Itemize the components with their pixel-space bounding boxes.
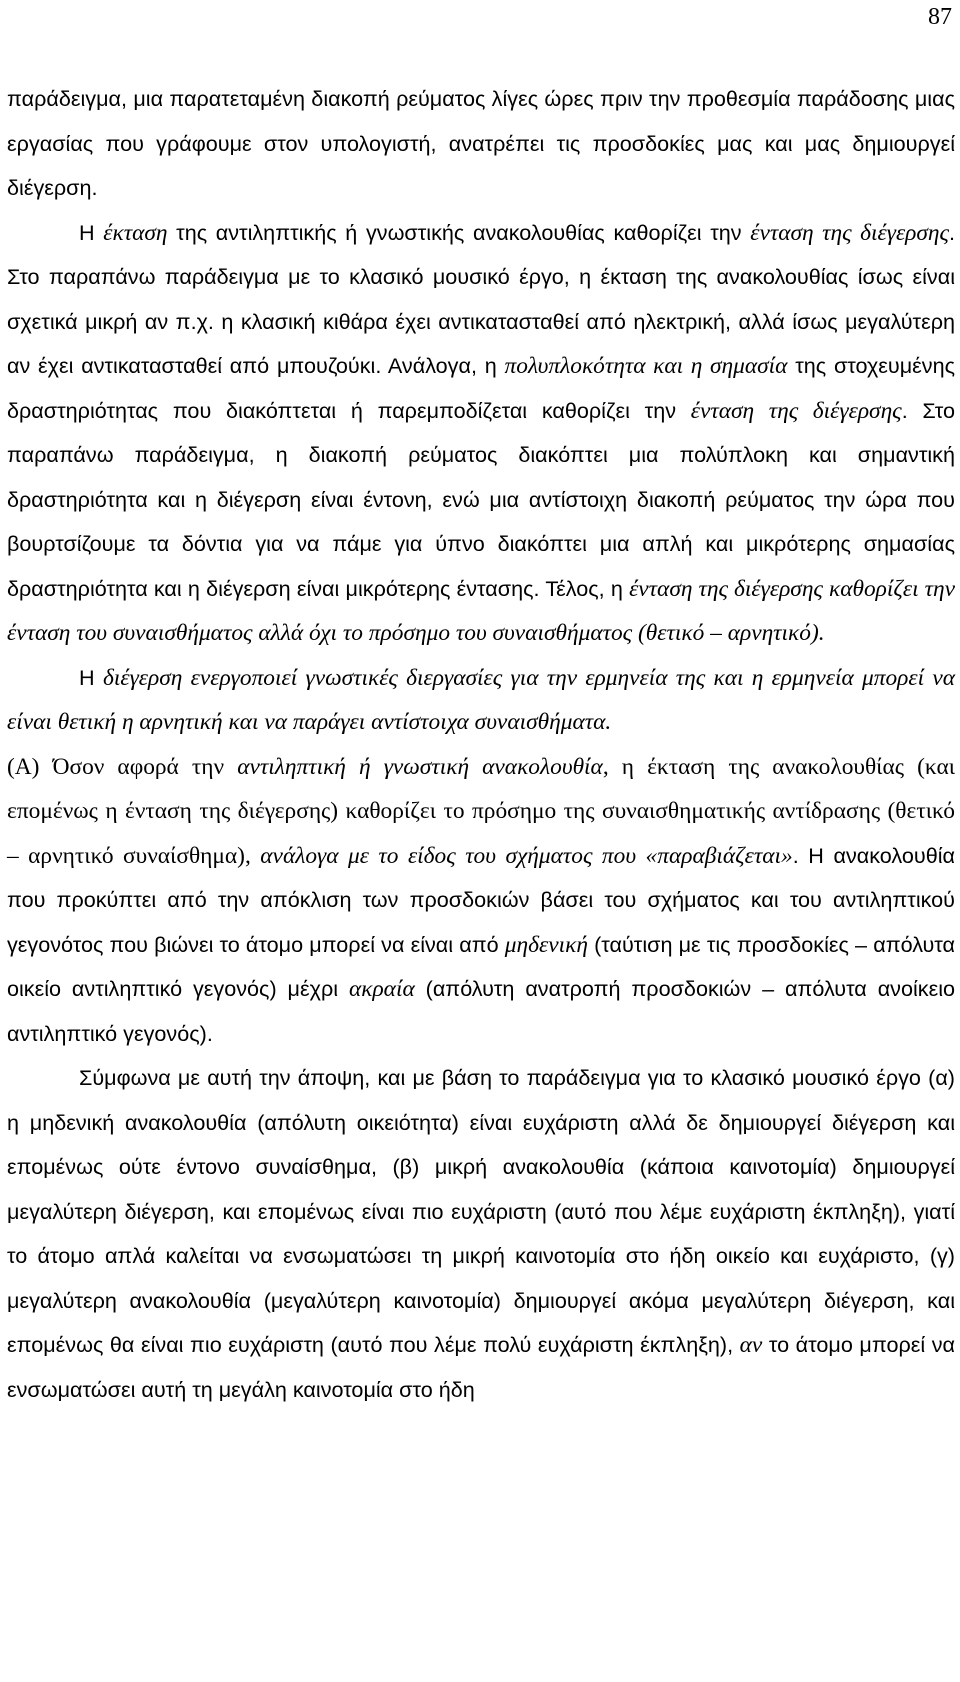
page-body xyxy=(7,77,955,1412)
paragraph-text: . Στο παραπάνω παράδειγμα, η διακοπή ρεύματος διακόπτει μια πολύπλοκη και σημαντική δραστηριότητα και η διέγερση είναι έντονη, ενώ μια αντίστοιχη διακοπή ρεύματος την ώρα που βουρτσίζουμε τα δόντια για να πάμε για ύπνο διακόπτει μια απλή και μικρότερης σημασίας δραστηριότητα και η διέγερση είναι μικρότερης έντασης. Τέλος, η xyxy=(7,397,955,601)
paragraph xyxy=(7,656,955,745)
emphasized-text: ένταση της διέγερσης xyxy=(690,397,902,424)
emphasized-text: ακραία xyxy=(348,976,415,1002)
paragraph-text: Η xyxy=(79,664,103,690)
emphasized-text: έκταση xyxy=(103,219,168,246)
paragraph-text: της αντιληπτικής ή γνωστικής ανακολουθίας καθορίζει την xyxy=(167,219,751,245)
paragraph xyxy=(7,211,955,656)
paragraph xyxy=(7,77,955,211)
paragraph-text: (απόλυτη ανατροπή προσδοκιών – απόλυτα ανοίκειο αντιληπτικό γεγονός). xyxy=(7,976,956,1046)
paragraph xyxy=(7,745,955,1057)
emphasized-text: διέγερση ενεργοποιεί γνωστικές διεργασίες για την ερμηνεία της και η ερμηνεία μπορεί να είναι θετική η αρνητική και να παράγει αντίστοιχα συναισθήματα. xyxy=(7,664,955,735)
paragraph-text: παράδειγμα, μια παρατεταμένη διακοπή ρεύματος λίγες ώρες πριν την προθεσμία παράδοσης μιας εργασίας που γράφουμε στον υπολογιστή, ανατρέπει τις προσδοκίες μας και μας δημιουργεί διέγερση. xyxy=(7,86,955,200)
paragraph xyxy=(7,1056,955,1412)
emphasized-text: αν xyxy=(739,1332,763,1358)
emphasized-text: μηδενική xyxy=(504,931,588,958)
paragraph-text: . Στο παραπάνω παράδειγμα με το κλασικό μουσικό έργο, η έκταση της ανακολουθίας ίσως είναι σχετικά μικρή αν π.χ. η κλασική κιθάρα έχει αντικατασταθεί από ηλεκτρική, αλλά ίσως μεγαλύτερη αν έχει αντικατασταθεί από μπουζούκι. Ανάλογα, η xyxy=(7,219,956,378)
paragraph-text: (ταύτιση με τις προσδοκίες – απόλυτα οικείο αντιληπτικό γεγονός) μέχρι xyxy=(7,931,955,1001)
emphasized-text: ανάλογα με το είδος του σχήματος που «παραβιάζεται» xyxy=(260,842,793,869)
emphasized-text: ένταση της διέγερσης καθορίζει την ένταση του συναισθήματος αλλά όχι το πρόσημο του συναισθήματος (θετικό – αρνητικό). xyxy=(7,575,955,646)
paragraph-text: το άτομο μπορεί να ενσωματώσει αυτή τη μεγάλη καινοτομία στο ήδη xyxy=(7,1332,955,1402)
emphasized-text: πολυπλοκότητα και η σημασία xyxy=(504,353,788,379)
paragraph-text: , η έκταση της ανακολουθίας (και επομένως η ένταση της διέγερσης) καθορίζει το πρόσημο της συναισθηματικής αντίδρασης (θετικό – αρνητικό συναίσθημα), xyxy=(7,753,956,869)
paragraph-text: Η xyxy=(79,219,104,245)
emphasized-text: ένταση της διέγερσης xyxy=(750,219,950,246)
paragraph-text: . Η ανακολουθία που προκύπτει από την απόκλιση των προσδοκιών βάσει του σχήματος και του αντιληπτικού γεγονότος που βιώνει το άτομο μπορεί να είναι από xyxy=(7,842,955,957)
page-number: 87 xyxy=(928,4,952,30)
paragraph-text: Σύμφωνα με αυτή την άποψη, και με βάση το παράδειγμα για το κλασικό μουσικό έργο (α) η μηδενική ανακολουθία (απόλυτη οικειότητα) είναι ευχάριστη αλλά δε δημιουργεί διέγερση και επομένως ούτε έντονο συναίσθημα, (β) μικρή ανακολουθία (κάποια καινοτομία) δημιουργεί μεγαλύτερη διέγερση, και επομένως είναι πιο ευχάριστη (αυτό που λέμε ευχάριστη έκπληξη), γιατί το άτομο απλά καλείται να ενσωματώσει τη μικρή καινοτομία στο ήδη οικείο και ευχάριστο, (γ) μεγαλύτερη ανακολουθία (μεγαλύτερη καινοτομία) δημιουργεί ακόμα μεγαλύτερη διέγερση, και επομένως θα είναι πιο ευχάριστη (αυτό που λέμε πολύ ευχάριστη έκπληξη), xyxy=(7,1065,955,1357)
paragraph-text: της στοχευμένης δραστηριότητας που διακόπτεται ή παρεμποδίζεται καθορίζει την xyxy=(7,353,956,423)
paragraph-text: (Α) Όσον αφορά την xyxy=(7,753,238,780)
emphasized-text: αντιληπτική ή γνωστική ανακολουθία xyxy=(237,753,603,780)
